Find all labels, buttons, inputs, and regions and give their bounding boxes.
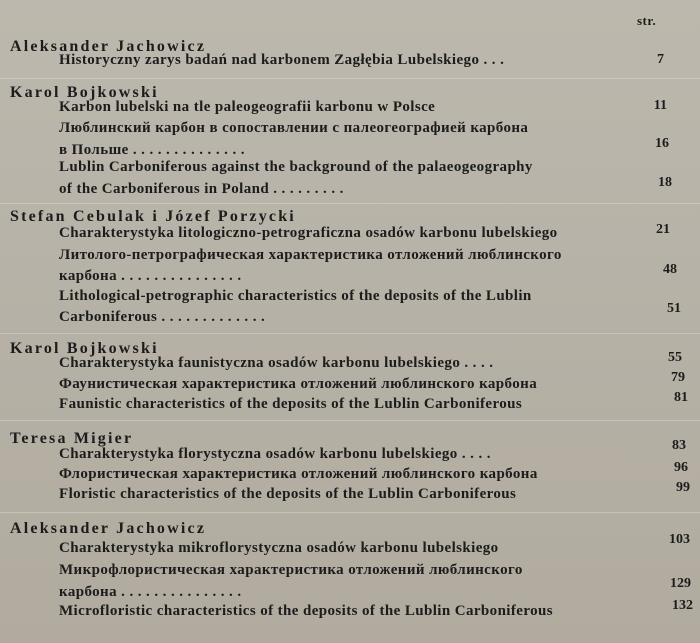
entry-title-line[interactable]: Lithological-petrographic characteristics of the deposits of the Lublin xyxy=(59,288,532,304)
entry-page-number[interactable]: 51 xyxy=(667,301,681,316)
author-name: Karol Bojkowski xyxy=(10,84,159,101)
entry-title-line[interactable]: Люблинский карбон в сопоставлении с палеогеографией карбона xyxy=(59,120,529,136)
entry-title-line[interactable]: в Польше . . . . . . . . . . . . . . xyxy=(59,142,245,158)
entry-title-line[interactable]: карбона . . . . . . . . . . . . . . . xyxy=(59,268,242,284)
entry-page-number[interactable]: 129 xyxy=(670,576,691,591)
entry-title-line[interactable]: of the Carboniferous in Poland . . . . . . . . . xyxy=(59,181,344,197)
entry-title-line[interactable]: Lublin Carboniferous against the background of the palaeogeography xyxy=(59,159,533,175)
entry-page-number[interactable]: 83 xyxy=(672,438,686,453)
entry-page-number[interactable]: 48 xyxy=(663,262,677,277)
section-divider xyxy=(0,333,700,334)
entry-title-line[interactable]: Charakterystyka litologiczno-petrograficzna osadów karbonu lubelskiego xyxy=(59,225,558,241)
entry-title-line[interactable]: Литолого-петрографическая характеристика отложений люблинского xyxy=(59,247,562,263)
entry-page-number[interactable]: 79 xyxy=(671,370,685,385)
entry-page-number[interactable]: 132 xyxy=(672,598,693,613)
entry-title-line[interactable]: Faunistic characteristics of the deposits of the Lublin Carboniferous xyxy=(59,396,523,412)
section-divider xyxy=(0,512,700,513)
section-divider xyxy=(0,420,700,421)
author-name: Aleksander Jachowicz xyxy=(10,520,207,537)
entry-page-number[interactable]: 81 xyxy=(674,390,688,405)
entry-title-line[interactable]: Фаунистическая характеристика отложений люблинского карбона xyxy=(59,376,538,392)
section-divider xyxy=(0,203,700,204)
entry-title-line[interactable]: Carboniferous . . . . . . . . . . . . . xyxy=(59,309,266,325)
entry-page-number[interactable]: 103 xyxy=(669,532,690,547)
entry-title-line[interactable]: Charakterystyka mikroflorystyczna osadów karbonu lubelskiego xyxy=(59,540,499,556)
author-name: Karol Bojkowski xyxy=(10,340,159,357)
entry-page-number[interactable]: 16 xyxy=(655,136,669,151)
author-name: Stefan Cebulak i Józef Porzycki xyxy=(10,208,296,225)
author-name: Teresa Migier xyxy=(10,430,134,447)
entry-title-line[interactable]: Microfloristic characteristics of the deposits of the Lublin Carboniferous xyxy=(59,603,553,619)
entry-page-number[interactable]: 55 xyxy=(668,350,682,365)
entry-page-number[interactable]: 7 xyxy=(657,52,664,67)
entry-title-line[interactable]: Floristic characteristics of the deposits of the Lublin Carboniferous xyxy=(59,486,517,502)
pages-column-label: str. xyxy=(637,13,657,28)
entry-title-line[interactable]: Charakterystyka faunistyczna osadów karbonu lubelskiego . . . . xyxy=(59,355,494,371)
entry-page-number[interactable]: 96 xyxy=(674,460,688,475)
entry-page-number[interactable]: 11 xyxy=(653,98,667,113)
entry-title-line[interactable]: Charakterystyka florystyczna osadów karbonu lubelskiego . . . . xyxy=(59,446,491,462)
section-divider xyxy=(0,78,700,79)
entry-title-line[interactable]: Karbon lubelski na tle paleogeografii karbonu w Polsce xyxy=(59,99,436,115)
author-name: Aleksander Jachowicz xyxy=(10,38,207,55)
entry-page-number[interactable]: 21 xyxy=(656,222,670,237)
entry-title-line[interactable]: карбона . . . . . . . . . . . . . . . xyxy=(59,584,242,600)
entry-title-line[interactable]: Historyczny zarys badań nad karbonem Zagłębia Lubelskiego . . . xyxy=(59,52,505,68)
entry-page-number[interactable]: 18 xyxy=(658,175,672,190)
entry-title-line[interactable]: Микрофлористическая характеристика отложений люблинского xyxy=(59,562,523,578)
entry-page-number[interactable]: 99 xyxy=(676,480,690,495)
entry-title-line[interactable]: Флористическая характеристика отложений люблинского карбона xyxy=(59,466,538,482)
